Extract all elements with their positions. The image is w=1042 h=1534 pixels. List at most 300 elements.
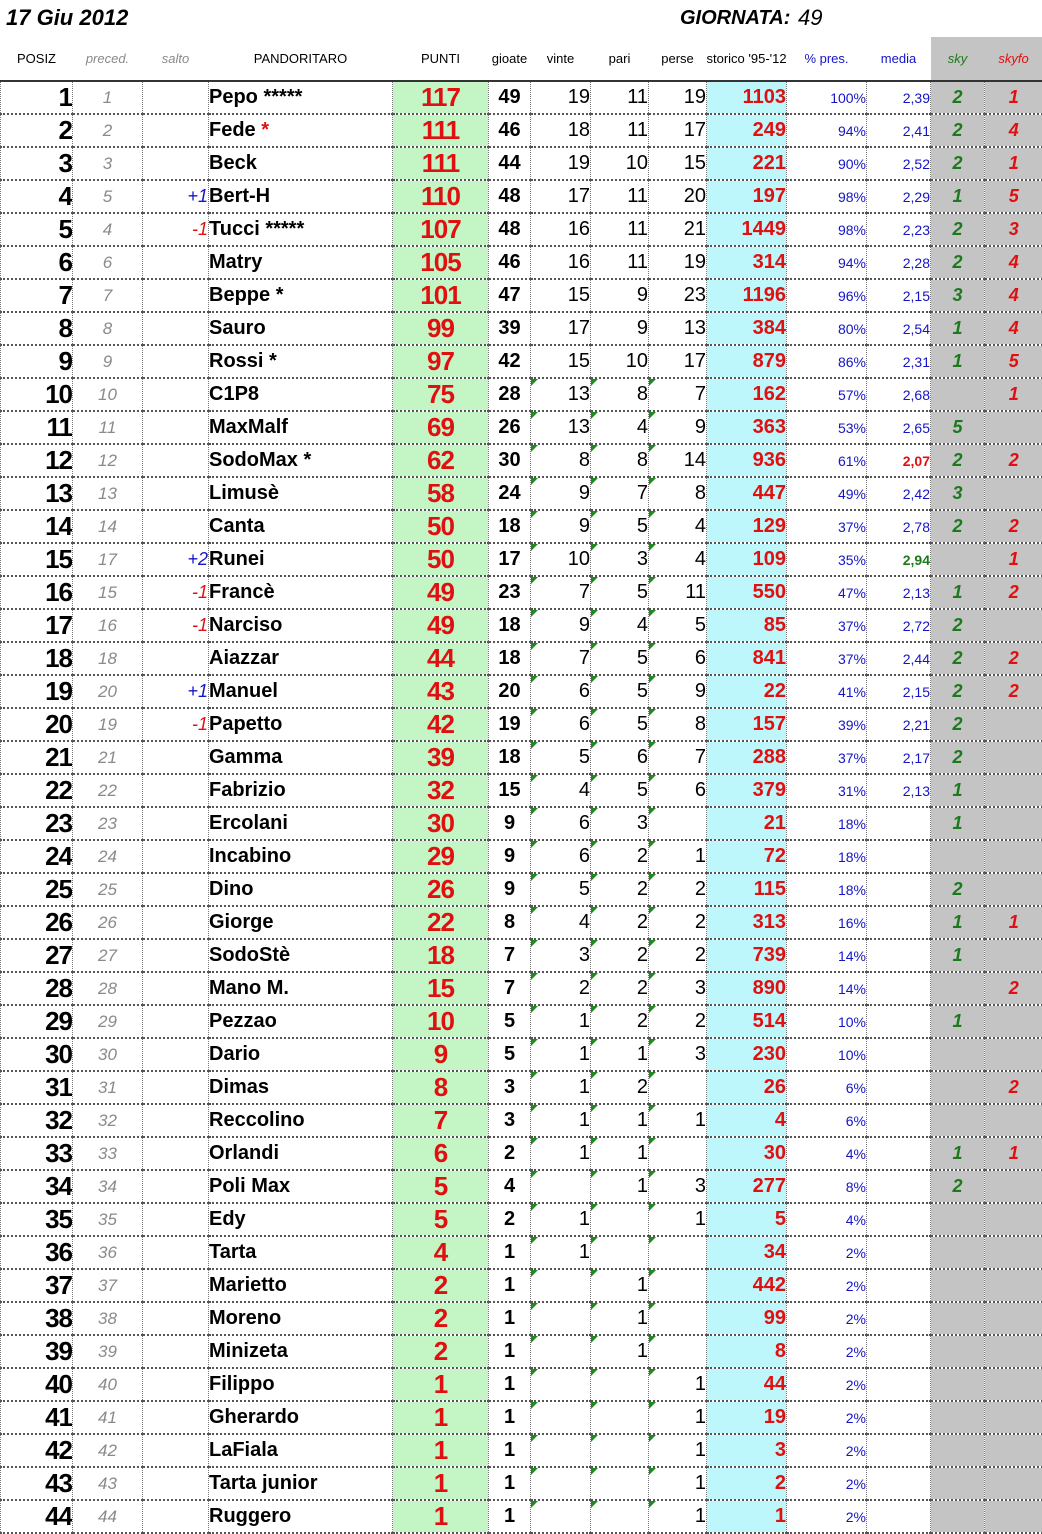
- points-cell: 1: [393, 1368, 489, 1401]
- lost-cell: 2: [649, 873, 707, 906]
- presence-cell: 2%: [787, 1467, 867, 1500]
- position-cell: 12: [1, 444, 73, 477]
- played-cell: 44: [489, 147, 531, 180]
- table-row: [1, 444, 1042, 477]
- player-name: Minizeta: [209, 1340, 288, 1362]
- won-cell: 9: [531, 510, 591, 543]
- col-header-pandoritaro: PANDORITARO: [209, 37, 393, 81]
- player-name-cell: [209, 378, 393, 411]
- position-cell: 27: [1, 939, 73, 972]
- lost-cell: 4: [649, 543, 707, 576]
- position-cell: 25: [1, 873, 73, 906]
- sky-cell: 2: [931, 609, 985, 642]
- player-name: Manuel: [209, 680, 278, 702]
- player-name: Giorge: [209, 911, 273, 933]
- player-name-cell: [209, 642, 393, 675]
- player-name-cell: [209, 213, 393, 246]
- presence-cell: 6%: [787, 1071, 867, 1104]
- drawn-cell: 1: [591, 1302, 649, 1335]
- player-name-cell: [209, 708, 393, 741]
- col-header-preced: preced.: [73, 37, 143, 81]
- jump-cell: [143, 1401, 209, 1434]
- previous-position-cell: 15: [73, 576, 143, 609]
- sky-cell: [931, 972, 985, 1005]
- drawn-cell: 5: [591, 510, 649, 543]
- history-cell: 442: [707, 1269, 787, 1302]
- table-row: [1, 1236, 1042, 1269]
- presence-cell: 14%: [787, 972, 867, 1005]
- played-cell: 30: [489, 444, 531, 477]
- jump-cell: [143, 378, 209, 411]
- history-cell: 739: [707, 939, 787, 972]
- jump-cell: [143, 1236, 209, 1269]
- played-cell: 1: [489, 1269, 531, 1302]
- player-name: Dario: [209, 1043, 260, 1065]
- col-header-vinte: vinte: [531, 37, 591, 81]
- player-stars: *: [276, 284, 284, 306]
- table-row: [1, 675, 1042, 708]
- played-cell: 49: [489, 81, 531, 114]
- skyfo-cell: 1: [985, 543, 1042, 576]
- sky-cell: 2: [931, 708, 985, 741]
- points-cell: 4: [393, 1236, 489, 1269]
- average-cell: [867, 1500, 931, 1533]
- jump-cell: [143, 81, 209, 114]
- col-header-giocate: gioate: [489, 37, 531, 81]
- played-cell: 20: [489, 675, 531, 708]
- drawn-cell: 11: [591, 213, 649, 246]
- position-cell: 28: [1, 972, 73, 1005]
- player-name-cell: [209, 411, 393, 444]
- points-cell: 111: [393, 147, 489, 180]
- won-cell: 3: [531, 939, 591, 972]
- player-name: Canta: [209, 515, 265, 537]
- average-cell: [867, 1005, 931, 1038]
- jump-cell: [143, 873, 209, 906]
- skyfo-cell: 2: [985, 972, 1042, 1005]
- position-cell: 9: [1, 345, 73, 378]
- presence-cell: 10%: [787, 1005, 867, 1038]
- previous-position-cell: 31: [73, 1071, 143, 1104]
- points-cell: 7: [393, 1104, 489, 1137]
- average-cell: 2,29: [867, 180, 931, 213]
- player-name: Edy: [209, 1208, 246, 1230]
- won-cell: 4: [531, 774, 591, 807]
- sky-cell: [931, 1269, 985, 1302]
- table-row: [1, 1005, 1042, 1038]
- lost-cell: 15: [649, 147, 707, 180]
- drawn-cell: 3: [591, 543, 649, 576]
- average-cell: [867, 1071, 931, 1104]
- lost-cell: 1: [649, 1467, 707, 1500]
- lost-cell: 17: [649, 114, 707, 147]
- skyfo-cell: [985, 1170, 1042, 1203]
- skyfo-cell: 3: [985, 213, 1042, 246]
- table-row: [1, 1170, 1042, 1203]
- drawn-cell: 8: [591, 378, 649, 411]
- won-cell: 1: [531, 1203, 591, 1236]
- player-name-cell: [209, 741, 393, 774]
- table-row: [1, 807, 1042, 840]
- position-cell: 40: [1, 1368, 73, 1401]
- lost-cell: 3: [649, 1170, 707, 1203]
- col-header-storico: storico '95-'12: [707, 37, 787, 81]
- sky-cell: [931, 1302, 985, 1335]
- lost-cell: 1: [649, 1401, 707, 1434]
- sky-cell: 1: [931, 312, 985, 345]
- won-cell: 19: [531, 81, 591, 114]
- presence-cell: 4%: [787, 1203, 867, 1236]
- lost-cell: 11: [649, 576, 707, 609]
- skyfo-cell: 1: [985, 81, 1042, 114]
- player-name-cell: [209, 345, 393, 378]
- player-name-cell: [209, 972, 393, 1005]
- player-name: Runei: [209, 548, 265, 570]
- jump-cell: [143, 840, 209, 873]
- jump-cell: [143, 1368, 209, 1401]
- previous-position-cell: 3: [73, 147, 143, 180]
- won-cell: 1: [531, 1236, 591, 1269]
- player-name: Fede: [209, 119, 256, 141]
- played-cell: 18: [489, 642, 531, 675]
- skyfo-cell: 2: [985, 510, 1042, 543]
- previous-position-cell: 28: [73, 972, 143, 1005]
- points-cell: 9: [393, 1038, 489, 1071]
- presence-cell: 2%: [787, 1401, 867, 1434]
- drawn-cell: 5: [591, 675, 649, 708]
- player-name-cell: [209, 774, 393, 807]
- points-cell: 1: [393, 1467, 489, 1500]
- drawn-cell: 2: [591, 972, 649, 1005]
- history-cell: 22: [707, 675, 787, 708]
- won-cell: 1: [531, 1137, 591, 1170]
- jump-cell: [143, 1434, 209, 1467]
- average-cell: 2,41: [867, 114, 931, 147]
- jump-cell: +1: [143, 180, 209, 213]
- player-name: Poli Max: [209, 1175, 290, 1197]
- jump-cell: [143, 147, 209, 180]
- drawn-cell: [591, 1434, 649, 1467]
- previous-position-cell: 42: [73, 1434, 143, 1467]
- player-name: Limusè: [209, 482, 279, 504]
- player-name-cell: [209, 1203, 393, 1236]
- previous-position-cell: 10: [73, 378, 143, 411]
- played-cell: 47: [489, 279, 531, 312]
- table-row: [1, 642, 1042, 675]
- position-cell: 34: [1, 1170, 73, 1203]
- sky-cell: 2: [931, 147, 985, 180]
- history-cell: 115: [707, 873, 787, 906]
- average-cell: 2,78: [867, 510, 931, 543]
- player-stars: *: [261, 119, 269, 141]
- points-cell: 117: [393, 81, 489, 114]
- skyfo-cell: [985, 1467, 1042, 1500]
- history-cell: 879: [707, 345, 787, 378]
- history-cell: 72: [707, 840, 787, 873]
- history-cell: 162: [707, 378, 787, 411]
- position-cell: 23: [1, 807, 73, 840]
- average-cell: [867, 1203, 931, 1236]
- jump-cell: [143, 411, 209, 444]
- presence-cell: 61%: [787, 444, 867, 477]
- jump-cell: [143, 774, 209, 807]
- position-cell: 2: [1, 114, 73, 147]
- player-name-cell: [209, 180, 393, 213]
- points-cell: 1: [393, 1500, 489, 1533]
- player-name: Sauro: [209, 317, 266, 339]
- history-cell: 221: [707, 147, 787, 180]
- played-cell: 28: [489, 378, 531, 411]
- player-name-cell: [209, 1071, 393, 1104]
- skyfo-cell: [985, 840, 1042, 873]
- position-cell: 24: [1, 840, 73, 873]
- previous-position-cell: 40: [73, 1368, 143, 1401]
- won-cell: 13: [531, 411, 591, 444]
- table-row: [1, 213, 1042, 246]
- skyfo-cell: [985, 1302, 1042, 1335]
- jump-cell: [143, 510, 209, 543]
- position-cell: 31: [1, 1071, 73, 1104]
- previous-position-cell: 23: [73, 807, 143, 840]
- points-cell: 97: [393, 345, 489, 378]
- won-cell: [531, 1434, 591, 1467]
- points-cell: 18: [393, 939, 489, 972]
- history-cell: 313: [707, 906, 787, 939]
- previous-position-cell: 29: [73, 1005, 143, 1038]
- player-name: SodoStè: [209, 944, 290, 966]
- won-cell: 5: [531, 873, 591, 906]
- presence-cell: 10%: [787, 1038, 867, 1071]
- jump-cell: [143, 1137, 209, 1170]
- col-header-skyfo: skyfo: [985, 37, 1042, 81]
- average-cell: [867, 1302, 931, 1335]
- presence-cell: 4%: [787, 1137, 867, 1170]
- player-name-cell: [209, 543, 393, 576]
- won-cell: [531, 1401, 591, 1434]
- presence-cell: 94%: [787, 114, 867, 147]
- played-cell: 18: [489, 609, 531, 642]
- position-cell: 29: [1, 1005, 73, 1038]
- previous-position-cell: 1: [73, 81, 143, 114]
- jump-cell: [143, 1038, 209, 1071]
- table-row: [1, 1104, 1042, 1137]
- previous-position-cell: 17: [73, 543, 143, 576]
- skyfo-cell: [985, 807, 1042, 840]
- history-cell: 288: [707, 741, 787, 774]
- sky-cell: 2: [931, 675, 985, 708]
- drawn-cell: 11: [591, 180, 649, 213]
- player-name-cell: [209, 246, 393, 279]
- player-name: Incabino: [209, 845, 291, 867]
- lost-cell: 1: [649, 1434, 707, 1467]
- presence-cell: 2%: [787, 1236, 867, 1269]
- previous-position-cell: 6: [73, 246, 143, 279]
- player-name-cell: [209, 873, 393, 906]
- previous-position-cell: 27: [73, 939, 143, 972]
- won-cell: 9: [531, 609, 591, 642]
- lost-cell: 9: [649, 411, 707, 444]
- player-name: Francè: [209, 581, 275, 603]
- position-cell: 41: [1, 1401, 73, 1434]
- player-name-cell: [209, 840, 393, 873]
- position-cell: 32: [1, 1104, 73, 1137]
- jump-cell: [143, 972, 209, 1005]
- player-name-cell: [209, 1368, 393, 1401]
- player-name: Beppe: [209, 284, 270, 306]
- player-name: Dimas: [209, 1076, 269, 1098]
- average-cell: [867, 1401, 931, 1434]
- previous-position-cell: 2: [73, 114, 143, 147]
- points-cell: 2: [393, 1302, 489, 1335]
- presence-cell: 98%: [787, 180, 867, 213]
- sky-cell: [931, 543, 985, 576]
- player-name: Beck: [209, 152, 257, 174]
- history-cell: 379: [707, 774, 787, 807]
- drawn-cell: 4: [591, 411, 649, 444]
- sky-cell: [931, 1335, 985, 1368]
- sky-cell: 2: [931, 642, 985, 675]
- table-row: [1, 873, 1042, 906]
- player-name: Mano M.: [209, 977, 289, 999]
- average-cell: [867, 1104, 931, 1137]
- jump-cell: [143, 1269, 209, 1302]
- skyfo-cell: 2: [985, 444, 1042, 477]
- skyfo-cell: [985, 1203, 1042, 1236]
- presence-cell: 37%: [787, 741, 867, 774]
- player-name: Ruggero: [209, 1505, 291, 1527]
- jump-cell: [143, 114, 209, 147]
- giornata-label: GIORNATA:: [680, 7, 790, 30]
- table-row: [1, 147, 1042, 180]
- played-cell: 24: [489, 477, 531, 510]
- player-name-cell: [209, 1434, 393, 1467]
- player-name-cell: [209, 312, 393, 345]
- won-cell: 16: [531, 213, 591, 246]
- won-cell: 6: [531, 807, 591, 840]
- played-cell: 42: [489, 345, 531, 378]
- table-row: [1, 708, 1042, 741]
- skyfo-cell: [985, 741, 1042, 774]
- average-cell: 2,31: [867, 345, 931, 378]
- position-cell: 26: [1, 906, 73, 939]
- jump-cell: [143, 1335, 209, 1368]
- table-row: [1, 774, 1042, 807]
- player-name-cell: [209, 444, 393, 477]
- won-cell: 6: [531, 840, 591, 873]
- drawn-cell: 1: [591, 1335, 649, 1368]
- points-cell: 62: [393, 444, 489, 477]
- player-name-cell: [209, 147, 393, 180]
- table-row: [1, 1137, 1042, 1170]
- col-header-salto: salto: [143, 37, 209, 81]
- table-row: [1, 1038, 1042, 1071]
- played-cell: 9: [489, 873, 531, 906]
- won-cell: 6: [531, 675, 591, 708]
- presence-cell: 49%: [787, 477, 867, 510]
- played-cell: 26: [489, 411, 531, 444]
- played-cell: 1: [489, 1500, 531, 1533]
- played-cell: 2: [489, 1137, 531, 1170]
- jump-cell: [143, 807, 209, 840]
- position-cell: 39: [1, 1335, 73, 1368]
- history-cell: 249: [707, 114, 787, 147]
- player-name: Reccolino: [209, 1109, 305, 1131]
- sky-cell: [931, 1104, 985, 1137]
- drawn-cell: 2: [591, 840, 649, 873]
- won-cell: 7: [531, 642, 591, 675]
- player-name-cell: [209, 576, 393, 609]
- won-cell: 18: [531, 114, 591, 147]
- lost-cell: 1: [649, 1203, 707, 1236]
- history-cell: 1196: [707, 279, 787, 312]
- history-cell: 129: [707, 510, 787, 543]
- presence-cell: 31%: [787, 774, 867, 807]
- played-cell: 2: [489, 1203, 531, 1236]
- history-cell: 1: [707, 1500, 787, 1533]
- points-cell: 69: [393, 411, 489, 444]
- table-row: [1, 411, 1042, 444]
- sky-cell: 1: [931, 1005, 985, 1038]
- average-cell: 2,72: [867, 609, 931, 642]
- played-cell: 48: [489, 180, 531, 213]
- drawn-cell: [591, 1401, 649, 1434]
- played-cell: 5: [489, 1038, 531, 1071]
- position-cell: 21: [1, 741, 73, 774]
- played-cell: 15: [489, 774, 531, 807]
- col-header-sky: sky: [931, 37, 985, 81]
- played-cell: 1: [489, 1236, 531, 1269]
- player-name: Matry: [209, 251, 262, 273]
- drawn-cell: [591, 1368, 649, 1401]
- position-cell: 37: [1, 1269, 73, 1302]
- history-cell: 5: [707, 1203, 787, 1236]
- skyfo-cell: 4: [985, 246, 1042, 279]
- presence-cell: 90%: [787, 147, 867, 180]
- jump-cell: [143, 642, 209, 675]
- drawn-cell: 10: [591, 147, 649, 180]
- drawn-cell: 5: [591, 708, 649, 741]
- previous-position-cell: 20: [73, 675, 143, 708]
- history-cell: 44: [707, 1368, 787, 1401]
- average-cell: 2,68: [867, 378, 931, 411]
- presence-cell: 2%: [787, 1335, 867, 1368]
- history-cell: 230: [707, 1038, 787, 1071]
- average-cell: [867, 1170, 931, 1203]
- table-row: [1, 576, 1042, 609]
- won-cell: 13: [531, 378, 591, 411]
- average-cell: 2,13: [867, 774, 931, 807]
- skyfo-cell: [985, 873, 1042, 906]
- position-cell: 1: [1, 81, 73, 114]
- skyfo-cell: 5: [985, 180, 1042, 213]
- sky-cell: 2: [931, 1170, 985, 1203]
- lost-cell: 9: [649, 675, 707, 708]
- won-cell: 4: [531, 906, 591, 939]
- won-cell: 5: [531, 741, 591, 774]
- skyfo-cell: 2: [985, 675, 1042, 708]
- skyfo-cell: 2: [985, 576, 1042, 609]
- lost-cell: [649, 1335, 707, 1368]
- jump-cell: +2: [143, 543, 209, 576]
- player-name: Tarta junior: [209, 1472, 318, 1494]
- drawn-cell: 8: [591, 444, 649, 477]
- previous-position-cell: 25: [73, 873, 143, 906]
- player-name: Tarta: [209, 1241, 256, 1263]
- player-name-cell: [209, 1038, 393, 1071]
- history-cell: 4: [707, 1104, 787, 1137]
- played-cell: 9: [489, 840, 531, 873]
- table-row: [1, 477, 1042, 510]
